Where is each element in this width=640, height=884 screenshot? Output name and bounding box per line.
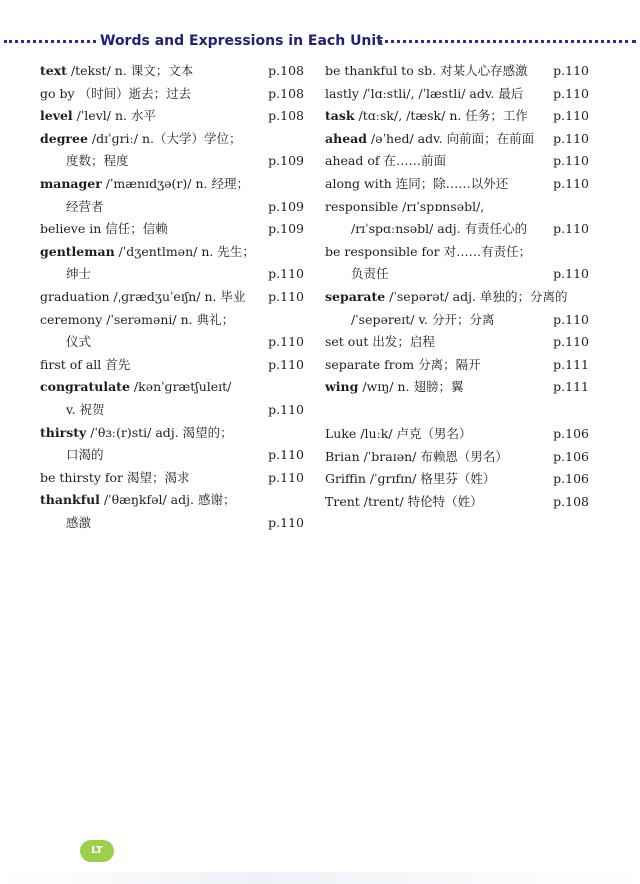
page-reference: p.110 (553, 311, 589, 327)
entry-definition: 出发；启程 (372, 334, 435, 350)
page-reference: p.110 (553, 130, 589, 146)
right-column (325, 60, 589, 513)
page-reference: p.111 (553, 356, 589, 372)
vocab-entry (40, 105, 304, 128)
section-gap (325, 399, 589, 423)
footer-band (0, 872, 640, 884)
page-reference: p.110 (268, 447, 304, 463)
entry-definition: /dɪˈɡriː/ n.（大学）学位； (91, 130, 242, 146)
page-reference: p.110 (553, 221, 589, 237)
entry-word: task (325, 108, 355, 124)
page-reference: p.106 (553, 471, 589, 487)
page-reference: p.110 (268, 469, 304, 485)
page-reference: p.110 (553, 85, 589, 101)
page-reference: p.110 (268, 401, 304, 417)
vocab-entry (325, 60, 589, 83)
entry-word: level (40, 108, 73, 124)
entry-word: manager (40, 175, 102, 191)
page-reference: p.106 (553, 448, 589, 464)
entry-definition: /əˈhed/ adv. 向前面；在前面 (370, 130, 535, 146)
page-reference: p.110 (553, 108, 589, 124)
vocab-entry (325, 286, 589, 331)
page-reference: p.108 (268, 108, 304, 124)
vocab-entry (325, 241, 589, 286)
dotted-rule-left (4, 40, 96, 43)
entry-definition-continued: /rɪˈspɑːnsəbl/ adj. 有责任心的 (351, 221, 528, 237)
vocab-entry (325, 83, 589, 106)
entry-definition: /ˈbraɪən/ 布赖恩（男名） (363, 448, 508, 464)
entry-definition: 渴望；渴求 (127, 469, 190, 485)
entry-definition: /ˈdʒentlmən/ n. 先生； (118, 243, 255, 259)
page-reference: p.108 (268, 85, 304, 101)
entry-definition: 首先 (105, 356, 131, 372)
left-column (40, 60, 304, 534)
vocab-entry (40, 60, 304, 83)
entry-word: separate (325, 288, 386, 304)
vocab-entry (325, 376, 589, 399)
entry-word: Luke (325, 425, 357, 441)
page-reference: p.110 (268, 288, 304, 304)
page-reference: p.110 (553, 266, 589, 282)
entry-definition: /ˈsepərət/ adj. 单独的；分离的 (389, 288, 568, 304)
entry-definition-continued: 绅士 (66, 266, 92, 282)
entry-word: believe in (40, 221, 102, 237)
entry-word: graduation (40, 288, 110, 304)
vocab-entry (325, 331, 589, 354)
vocab-entry (40, 309, 304, 354)
entry-word: be thankful to sb. (325, 63, 437, 78)
vocab-entry (40, 218, 304, 241)
name-entry (325, 468, 589, 491)
entry-definition: /ˈserəməni/ n. 典礼； (106, 311, 235, 327)
vocab-entry (40, 354, 304, 377)
entry-word: Trent (325, 493, 360, 509)
entry-definition: 分离；隔开 (418, 356, 481, 372)
entry-word: along with (325, 175, 392, 191)
vocab-entry (325, 173, 589, 196)
logo-icon: LT (80, 840, 114, 862)
entry-word: ahead (325, 130, 367, 146)
vocab-entry (325, 150, 589, 173)
page-reference: p.110 (268, 334, 304, 350)
entry-word: separate from (325, 356, 415, 372)
entry-definition: /ˈθɜː(r)sti/ adj. 渴望的； (90, 424, 233, 440)
vocab-entry (40, 422, 304, 467)
entry-definition: /ˈlevl/ n. 水平 (76, 108, 156, 124)
vocab-entry (325, 354, 589, 377)
vocab-entry (40, 173, 304, 218)
entry-definition-continued: 仪式 (66, 334, 92, 350)
vocab-entry (40, 467, 304, 490)
entry-word: ceremony (40, 311, 103, 327)
entry-definition: （时间）逝去；过去 (78, 85, 192, 101)
entry-word: lastly (325, 85, 359, 101)
entry-word: degree (40, 130, 88, 146)
page-reference: p.110 (268, 266, 304, 282)
page-reference: p.109 (268, 198, 304, 214)
entry-definition-continued: 度数；程度 (66, 153, 129, 169)
entry-word: first of all (40, 356, 102, 372)
name-entry (325, 423, 589, 446)
entry-definition-continued: 口渴的 (66, 447, 104, 463)
header-bar (0, 30, 640, 52)
entry-word: go by (40, 85, 75, 101)
page-reference: p.110 (553, 63, 589, 78)
entry-definition: 在……前面 (383, 153, 446, 169)
entry-definition: /wɪŋ/ n. 翅膀；翼 (362, 379, 464, 395)
page-reference: p.110 (268, 514, 304, 530)
entry-definition: 对……有责任； (443, 243, 532, 259)
entry-definition: /tɑːsk/, /tæsk/ n. 任务；工作 (358, 108, 528, 124)
page-title: Words and Expressions in Each Unit (100, 33, 383, 49)
entry-word: responsible (325, 198, 399, 214)
page-reference: p.110 (553, 153, 589, 169)
entry-definition-continued: v. 祝贺 (66, 401, 105, 417)
entry-definition: /rɪˈspɒnsəbl/, (402, 198, 485, 214)
page-reference: p.110 (553, 175, 589, 191)
vocab-entry (325, 128, 589, 151)
entry-definition: /ˌɡrædʒuˈeɪʃn/ n. 毕业 (113, 288, 246, 304)
entry-word: congratulate (40, 379, 130, 395)
entry-definition-continued: 感激 (66, 514, 92, 530)
page-reference: p.109 (268, 221, 304, 237)
page-reference: p.108 (268, 63, 304, 78)
entry-definition: /tekst/ n. 课文；文本 (70, 63, 194, 78)
entry-definition-continued: 经营者 (66, 198, 104, 214)
page-reference: p.111 (553, 379, 589, 395)
page-reference: p.109 (268, 153, 304, 169)
vocab-entry (40, 286, 304, 309)
name-entry (325, 446, 589, 469)
vocab-entry (40, 241, 304, 286)
entry-definition-continued: 负责任 (351, 266, 389, 282)
name-entry (325, 491, 589, 514)
entry-word: Brian (325, 448, 360, 464)
vocab-entry (40, 376, 304, 421)
entry-definition: 信任；信赖 (105, 221, 168, 237)
entry-word: wing (325, 379, 359, 395)
entry-word: gentleman (40, 243, 115, 259)
entry-word: be responsible for (325, 243, 440, 259)
entry-word: thirsty (40, 424, 87, 440)
page-reference: p.110 (553, 334, 589, 350)
page-reference: p.108 (553, 493, 589, 509)
entry-word: set out (325, 334, 369, 350)
entry-definition: /ˈmænɪdʒə(r)/ n. 经理； (105, 175, 249, 191)
vocab-entry (40, 489, 304, 534)
entry-definition: /ˈθæŋkfəl/ adj. 感谢； (103, 492, 236, 508)
entry-word: thankful (40, 492, 100, 508)
page-reference: p.110 (268, 356, 304, 372)
entry-definition: /kənˈɡrætʃuleɪt/ (133, 379, 232, 395)
vocab-entry (40, 128, 304, 173)
page-reference: p.106 (553, 425, 589, 441)
entry-definition: /ˈlɑːstli/, /ˈlæstli/ adv. 最后 (362, 85, 524, 101)
entry-definition-continued: /ˈsepəreɪt/ v. 分开；分离 (351, 311, 495, 327)
entry-word: be thirsty for (40, 469, 124, 485)
entry-definition: /ˈɡrɪfɪn/ 格里芬（姓） (369, 471, 496, 487)
entry-word: Griffin (325, 471, 366, 487)
entry-definition: 连同；除……以外还 (395, 175, 509, 191)
dotted-rule-right (378, 40, 636, 43)
vocab-entry (325, 105, 589, 128)
entry-word: ahead of (325, 153, 380, 169)
entry-word: text (40, 63, 67, 78)
entry-definition: 对某人心存感激 (440, 63, 528, 78)
entry-definition: /luːk/ 卢克（男名） (360, 425, 472, 441)
vocab-entry (40, 83, 304, 106)
entry-definition: /trent/ 特伦特（姓） (363, 493, 483, 509)
vocab-entry (325, 196, 589, 241)
